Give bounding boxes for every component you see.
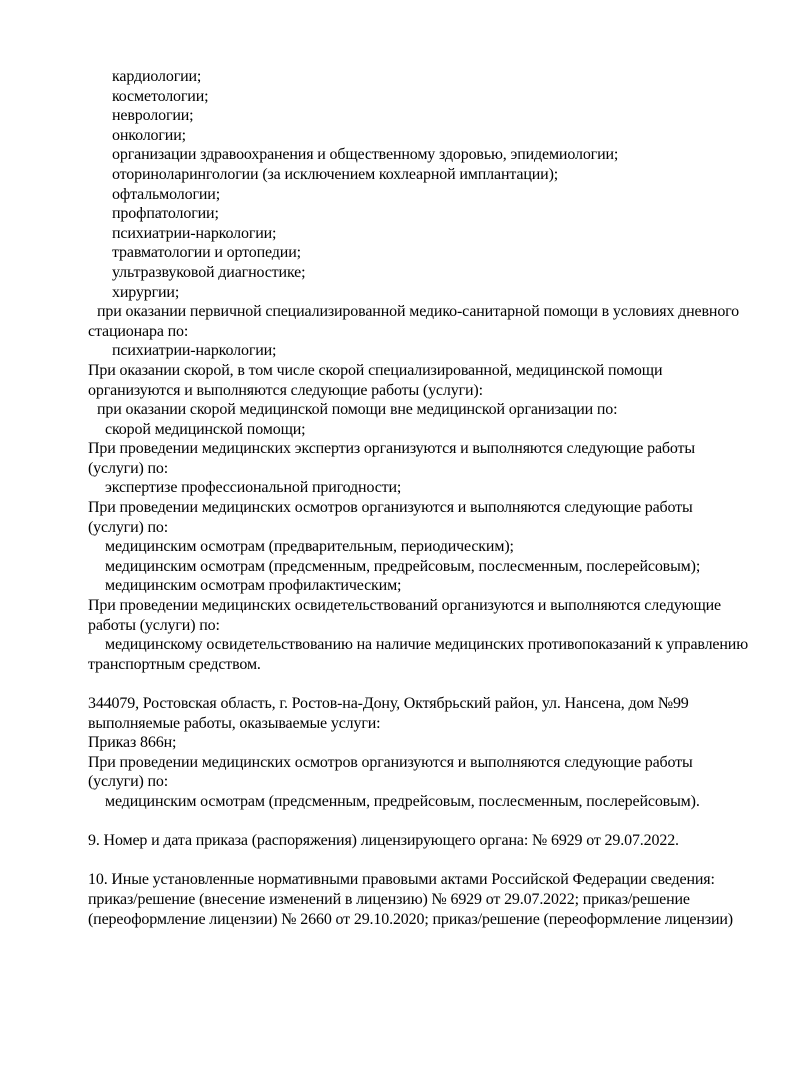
text-line: при оказании первичной специализированной медико-санитарной помощи в условиях дневного	[97, 303, 740, 321]
text-line: (переоформление лицензии) № 2660 от 29.10.2020; приказ/решение (переоформление лицензии)	[88, 910, 733, 928]
text-line: кардиологии;	[112, 68, 202, 85]
text-line: медицинскому освидетельствованию на наличие медицинских противопоказаний к управлению	[105, 636, 749, 654]
blank-line	[88, 674, 788, 694]
blank-line	[88, 851, 788, 871]
text-line: организуются и выполняются следующие работы (услуги):	[88, 381, 483, 399]
text-line: транспортным средством.	[88, 655, 261, 673]
text-line: 10. Иные установленные нормативными правовыми актами Российской Федерации сведения:	[88, 871, 715, 889]
text-line: экспертизе профессиональной пригодности;	[105, 479, 402, 497]
blank-line	[88, 812, 788, 832]
text-line: неврологии;	[112, 107, 194, 125]
text-line: скорой медицинской помощи;	[105, 420, 306, 438]
text-line: При проведении медицинских освидетельствований организуются и выполняются следующие	[88, 597, 721, 615]
document-text-block	[88, 67, 788, 929]
text-line: 9. Номер и дата приказа (распоряжения) лицензирующего органа: № 6929 от 29.07.2022.	[88, 832, 679, 850]
text-line: хирургии;	[112, 283, 180, 301]
text-line: медицинским осмотрам (предсменным, предрейсовым, послесменным, послерейсовым);	[105, 557, 701, 575]
text-line: косметологии;	[112, 87, 209, 105]
text-line: при оказании скорой медицинской помощи вне медицинской организации по:	[97, 401, 618, 419]
text-line: ультразвуковой диагностике;	[112, 263, 306, 281]
text-line: (услуги) по:	[88, 459, 169, 477]
text-line: работы (услуги) по:	[88, 616, 220, 634]
text-line: медицинским осмотрам (предсменным, предрейсовым, послесменным, послерейсовым).	[105, 792, 700, 810]
text-line: приказ/решение (внесение изменений в лицензию) № 6929 от 29.07.2022; приказ/решение	[88, 890, 690, 908]
text-line: медицинским осмотрам (предварительным, периодическим);	[105, 538, 514, 556]
text-line: профпатологии;	[112, 205, 219, 223]
text-line: медицинским осмотрам профилактическим;	[105, 577, 402, 595]
text-line: офтальмологии;	[112, 185, 221, 203]
text-line: Приказ 866н;	[88, 734, 177, 752]
text-line: (услуги) по:	[88, 518, 169, 536]
text-line: оториноларингологии (за исключением кохлеарной имплантации);	[112, 165, 559, 183]
text-line: выполняемые работы, оказываемые услуги:	[88, 714, 381, 732]
text-line: онкологии;	[112, 126, 186, 144]
text-line: 344079, Ростовская область, г. Ростов-на-Дону, Октябрьский район, ул. Нансена, дом №99	[88, 695, 689, 712]
text-line: психиатрии-наркологии;	[112, 224, 277, 242]
text-line: При оказании скорой, в том числе скорой специализированной, медицинской помощи	[88, 361, 663, 379]
text-line: При проведении медицинских осмотров организуются и выполняются следующие работы	[88, 499, 693, 517]
text-line: При проведении медицинских экспертиз организуются и выполняются следующие работы	[88, 440, 695, 458]
text-line: (услуги) по:	[88, 773, 169, 791]
text-line: травматологии и ортопедии;	[112, 244, 301, 262]
text-line: организации здравоохранения и общественному здоровью, эпидемиологии;	[112, 146, 619, 164]
text-line: стационара по:	[88, 322, 189, 340]
text-line: При проведении медицинских осмотров организуются и выполняются следующие работы	[88, 753, 693, 771]
text-line: психиатрии-наркологии;	[112, 342, 277, 360]
